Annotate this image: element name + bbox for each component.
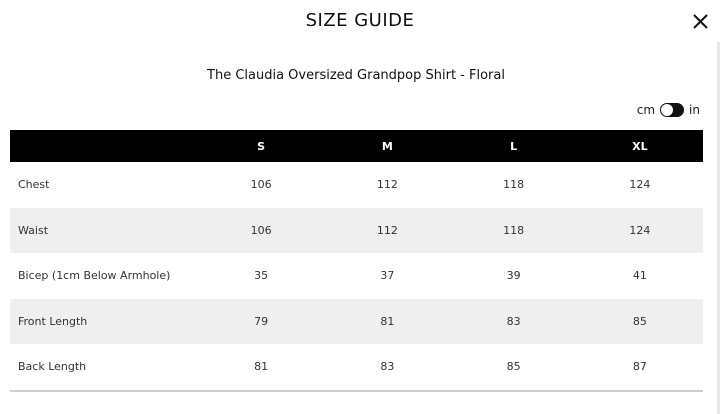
row-label: Back Length xyxy=(10,344,198,391)
close-button[interactable] xyxy=(690,11,712,33)
table-header-m: M xyxy=(324,130,450,162)
table-cell: 83 xyxy=(451,299,577,345)
unit-label-in[interactable]: in xyxy=(689,103,700,117)
toggle-knob xyxy=(661,104,673,116)
table-row xyxy=(10,344,703,391)
table-header-s: S xyxy=(198,130,324,162)
table-header-l: L xyxy=(451,130,577,162)
table-cell: 87 xyxy=(577,344,703,391)
table-row xyxy=(10,299,703,345)
table-cell: 35 xyxy=(254,269,269,283)
unit-label-cm[interactable]: cm xyxy=(636,103,656,117)
table-cell: 81 xyxy=(198,344,324,391)
table-row xyxy=(10,208,703,254)
table-cell: 118 xyxy=(451,208,577,254)
table-cell: 112 xyxy=(376,178,398,192)
modal-title: SIZE GUIDE xyxy=(305,10,415,31)
table-row xyxy=(10,162,703,208)
table-cell: 85 xyxy=(577,299,703,345)
row-label: Bicep (1cm Below Armhole) xyxy=(18,269,171,283)
close-icon xyxy=(690,11,712,33)
row-label: Waist xyxy=(10,208,198,254)
row-label: Chest xyxy=(18,178,50,192)
table-cell: 83 xyxy=(324,344,450,391)
unit-toggle-switch[interactable] xyxy=(660,103,684,117)
table-cell: 81 xyxy=(324,299,450,345)
table-cell: 79 xyxy=(198,299,324,345)
table-header-xl: XL xyxy=(577,130,703,162)
table-cell: 112 xyxy=(324,208,450,254)
table-cell: 124 xyxy=(577,208,703,254)
table-header-row xyxy=(10,130,703,162)
product-name: The Claudia Oversized Grandpop Shirt - Floral xyxy=(207,68,505,83)
table-cell: 85 xyxy=(451,344,577,391)
table-cell: 118 xyxy=(503,178,525,192)
unit-toggle xyxy=(637,103,700,117)
row-label: Front Length xyxy=(10,299,198,345)
table-cell: 39 xyxy=(506,269,521,283)
table-cell: 124 xyxy=(629,178,651,192)
table-cell: 37 xyxy=(380,269,395,283)
table-cell: 106 xyxy=(198,208,324,254)
table-header-blank xyxy=(10,130,198,162)
size-table xyxy=(10,130,703,392)
table-row xyxy=(10,253,703,299)
table-cell: 106 xyxy=(250,178,272,192)
table-cell: 41 xyxy=(632,269,647,283)
